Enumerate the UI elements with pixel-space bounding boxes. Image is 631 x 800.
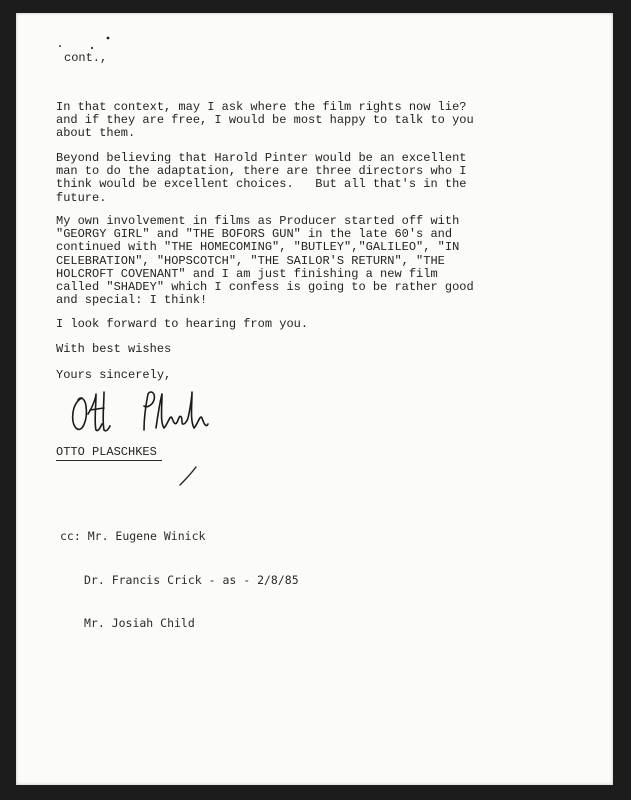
paragraph-film-rights: In that context, may I ask where the film rights now lie? and if they are free, I would be most happy to talk to you about them. — [56, 100, 474, 141]
cc-label: cc: — [60, 529, 81, 543]
cc-recipient: Dr. Francis Crick - as - 2/8/85 — [84, 572, 299, 587]
paragraph-look-forward: I look forward to hearing from you. — [56, 317, 309, 331]
cc-recipient: Mr. Josiah Child — [84, 616, 195, 630]
continuation-mark: cont., — [64, 51, 108, 65]
check-mark-icon — [176, 465, 200, 489]
handwritten-signature — [52, 384, 222, 444]
paragraph-producer-history: My own involvement in films as Producer started off with "GEORGY GIRL" and "THE BOFORS GUN" in the late 60's and continued with "THE HOMECOMING", "BUTLEY","GALILEO", "IN CELEBRATION", "HOPSCOTCH", "THE SAILOR'S RETURN", "THE HOLCROFT COVENANT" and I am just finishing a new film called "SHADEY" which I confess is going to be rather good and special: I think! — [56, 214, 474, 308]
cc-line-2 — [60, 573, 299, 588]
signer-name-underline — [56, 460, 162, 461]
cc-recipient: Mr. Eugene Winick — [87, 529, 206, 543]
cc-line-1 — [60, 529, 299, 544]
closing-salutation: Yours sincerely, — [56, 368, 172, 382]
paragraph-directors: Beyond believing that Harold Pinter would be an excellent man to do the adaptation, there are three directors who I think would be excellent choices. But all that's in the future. — [56, 151, 467, 205]
closing-wishes: With best wishes — [56, 342, 172, 356]
cc-list — [60, 500, 299, 660]
cc-line-3 — [60, 616, 299, 631]
signer-name: OTTO PLASCHKES — [56, 445, 157, 459]
